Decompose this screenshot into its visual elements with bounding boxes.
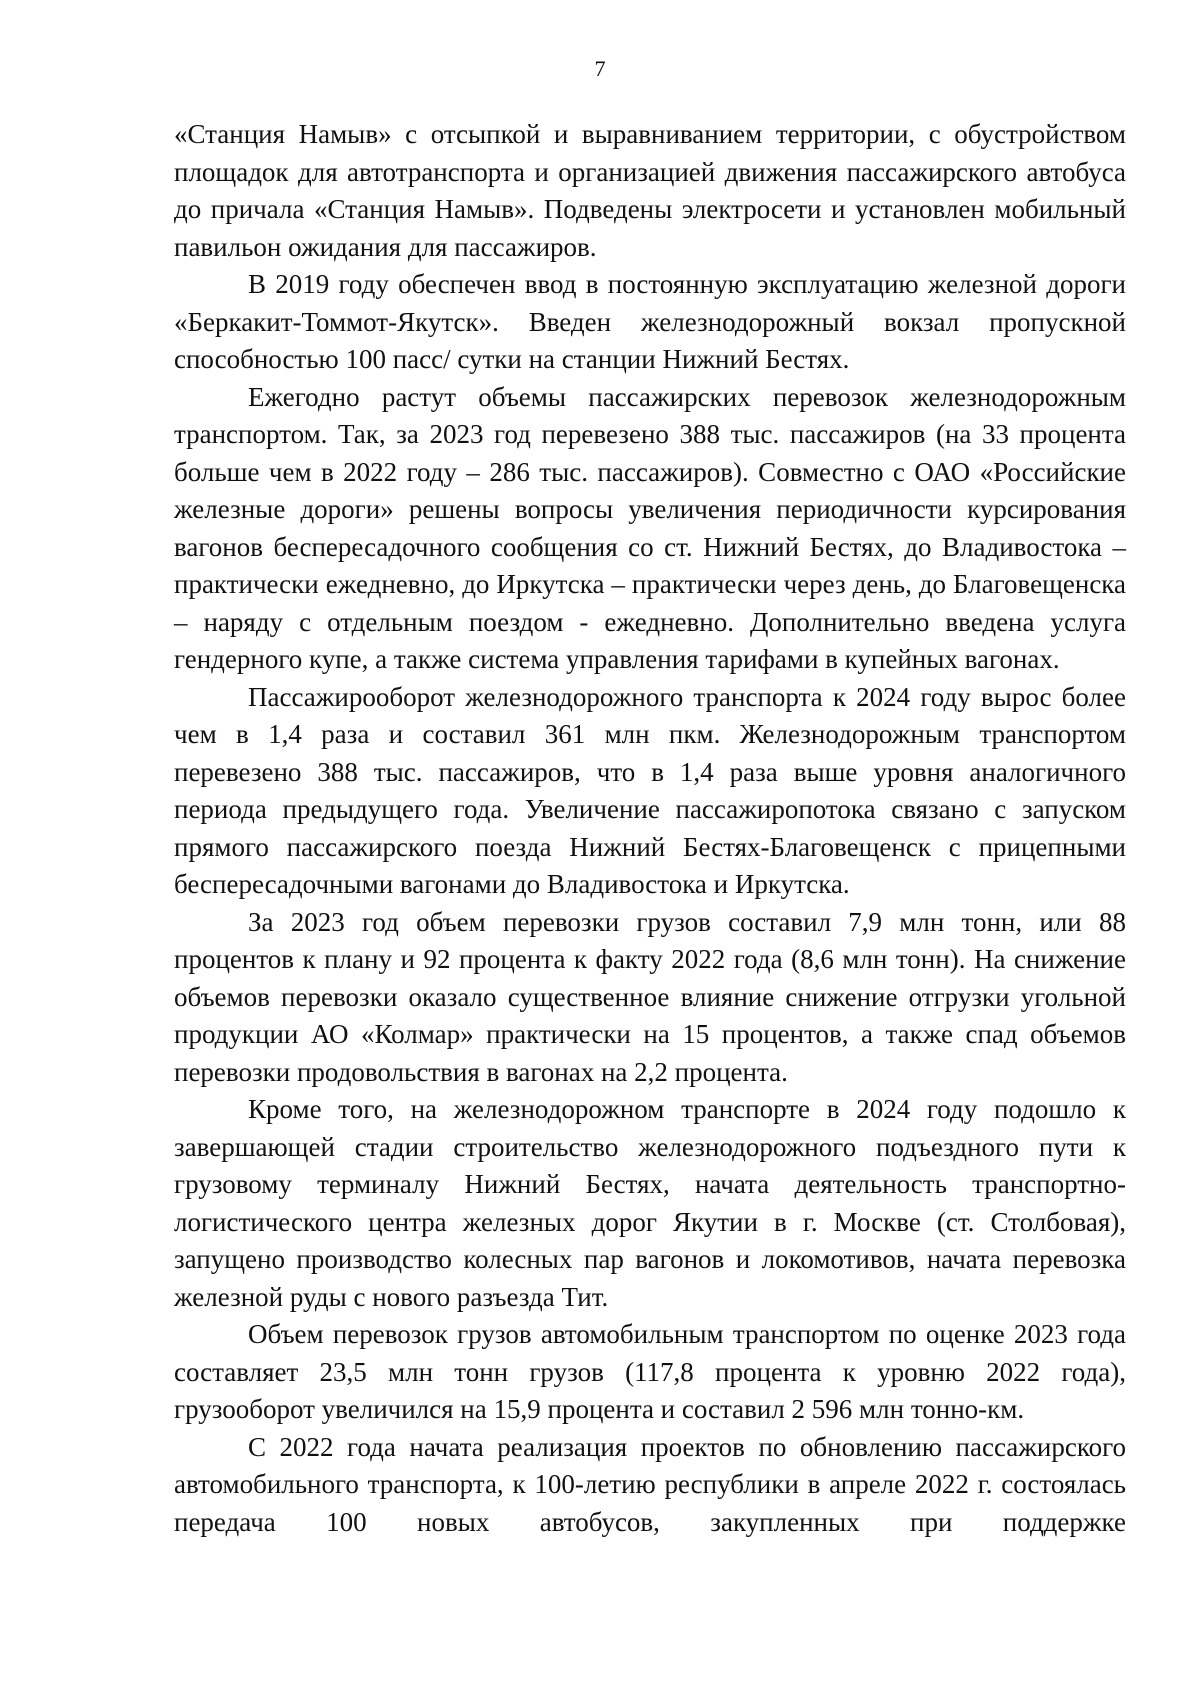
paragraph-railway-infrastructure: Кроме того, на железнодорожном транспорте в 2024 году подошло к завершающей стадии строительство железнодорожного подъездного пути к грузовому терминалу Нижний Бестях, начата деятельность транспортно-логистического центра железных дорог Якутии в г. Москве (ст. Столбовая), запущено производство колесных пар вагонов и локомотивов, начата перевозка железной руды с нового разъезда Тит. [174,1094,1126,1312]
paragraph-freight-2023: За 2023 год объем перевозки грузов составил 7,9 млн тонн, или 88 процентов к плану и 92 процента к факту 2022 года (8,6 млн тонн). На снижение объемов перевозки оказало существенное влияние снижение отгрузки угольной продукции АО «Колмар» практически на 15 процентов, а также спад объемов перевозки продовольствия в вагонах на 2,2 процента. [174,906,1126,1087]
paragraph-passenger-volumes: Ежегодно растут объемы пассажирских перевозок железнодорожным транспортом. Так, за 2023 год перевезено 388 тыс. пассажиров (на 33 процента больше чем в 2022 году – 286 тыс. пассажиров). Совместно с ОАО «Российские железные дороги» решены вопросы увеличения периодичности курсирования вагонов беспересадочного сообщения со ст. Нижний Бестях, до Владивостока – практически ежедневно, до Иркутска – практически через день, до Благовещенска – наряду с отдельным поездом - ежедневно. Дополнительно введена услуга гендерного купе, а также система управления тарифами в купейных вагонах. [174,381,1126,674]
paragraph-road-freight: Объем перевозок грузов автомобильным транспортом по оценке 2023 года составляет 23,5 млн тонн грузов (117,8 процента к уровню 2022 года), грузооборот увеличился на 15,9 процента и составил 2 596 млн тонно-км. [174,1319,1126,1424]
document-body [174,116,1126,1541]
page-number: 7 [594,56,606,81]
paragraph-continuation: «Станция Намыв» с отсыпкой и выравниванием территории, с обустройством площадок для автотранспорта и организацией движения пассажирского автобуса до причала «Станция Намыв». Подведены электросети и установлен мобильный павильон ожидания для пассажиров. [174,119,1126,262]
paragraph-railway-2019: В 2019 году обеспечен ввод в постоянную эксплуатацию железной дороги «Беркакит-Томмот-Якутск». Введен железнодорожный вокзал пропускной способностью 100 пасс/ сутки на станции Нижний Бестях. [174,269,1126,374]
paragraph-bus-renewal: С 2022 года начата реализация проектов по обновлению пассажирского автомобильного транспорта, к 100-летию республики в апреле 2022 г. состоялась передача 100 новых автобусов, закупленных при поддержке [174,1431,1126,1537]
paragraph-passenger-turnover: Пассажирооборот железнодорожного транспорта к 2024 году вырос более чем в 1,4 раза и составил 361 млн пкм. Железнодорожным транспортом перевезено 388 тыс. пассажиров, что в 1,4 раза выше уровня аналогичного периода предыдущего года. Увеличение пассажиропотока связано с запуском прямого пассажирского поезда Нижний Бестях-Благовещенск с прицепными беспересадочными вагонами до Владивостока и Иркутска. [174,681,1126,899]
